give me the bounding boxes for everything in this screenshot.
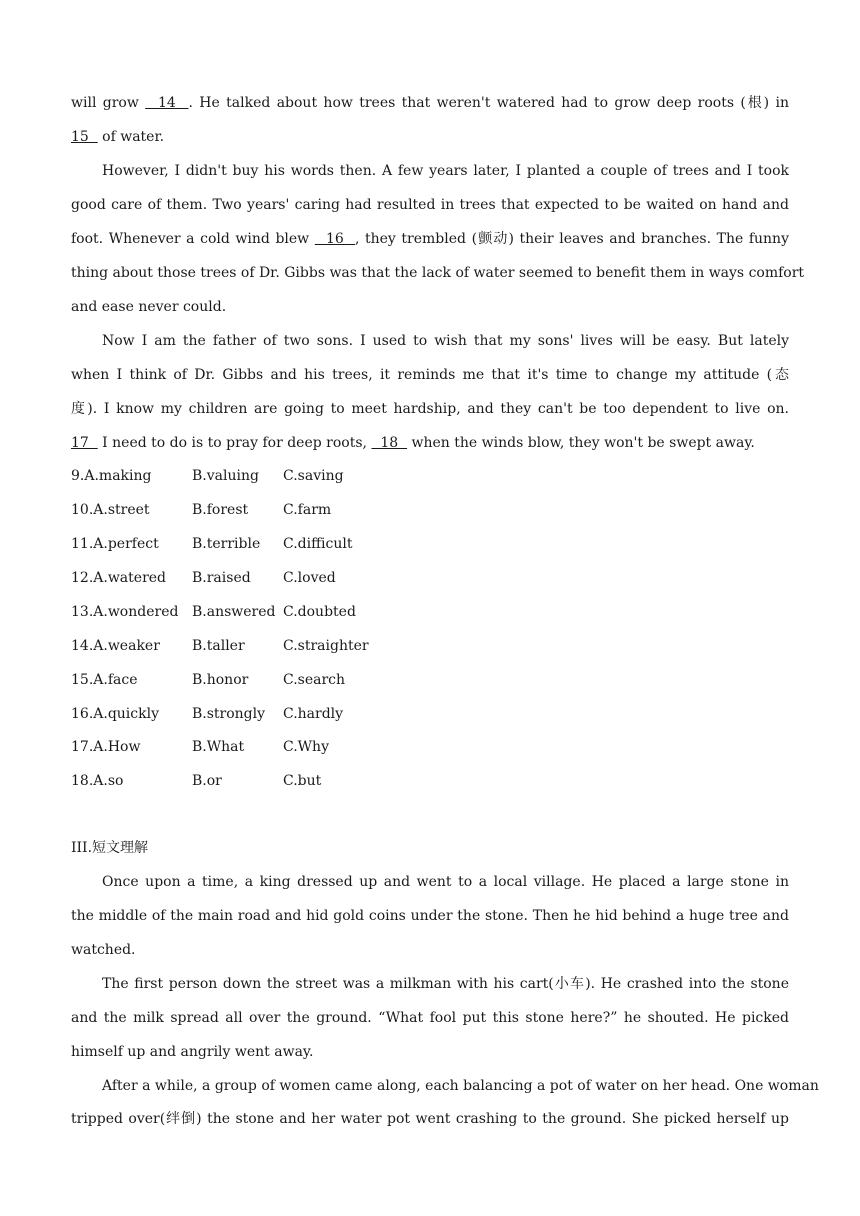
passage-line: Now I am the father of two sons. I used to wish that my sons' lives will be easy. But lately — [102, 333, 789, 349]
passage-line: will grow 14 . He talked about how trees that weren't watered had to grow deep roots (根) in — [71, 95, 789, 111]
passage-line: and the milk spread all over the ground. “What fool put this stone here?” he shouted. He picked — [71, 1010, 789, 1026]
option-b: B.strongly — [192, 706, 266, 722]
option-a: 12.A.watered — [71, 570, 167, 586]
option-b: B.terrible — [192, 536, 261, 552]
blank-14: 14 — [145, 95, 189, 111]
option-b: B.honor — [192, 672, 249, 688]
option-c: C.Why — [283, 739, 329, 755]
option-c: C.difficult — [283, 536, 353, 552]
option-a: 17.A.How — [71, 739, 141, 755]
passage-line: watched. — [71, 942, 136, 958]
option-b: B.taller — [192, 638, 245, 654]
option-b: B.What — [192, 739, 245, 755]
passage-line: tripped over(绊倒) the stone and her water pot went crashing to the ground. She picked herself up — [71, 1111, 789, 1127]
blank-16: 16 — [314, 231, 355, 247]
option-a: 13.A.wondered — [71, 604, 179, 620]
passage-line: However, I didn't buy his words then. A few years later, I planted a couple of trees and I took — [102, 163, 789, 179]
option-c: C.saving — [283, 468, 344, 484]
option-b: B.raised — [192, 570, 251, 586]
option-c: C.but — [283, 773, 322, 789]
passage-line: and ease never could. — [71, 299, 227, 315]
blank-15: 15 — [71, 129, 98, 145]
option-b: B.forest — [192, 502, 249, 518]
option-c: C.loved — [283, 570, 336, 586]
passage-line: Once upon a time, a king dressed up and went to a local village. He placed a large stone in — [102, 874, 789, 890]
option-c: C.search — [283, 672, 346, 688]
option-a: 16.A.quickly — [71, 706, 159, 722]
option-b: B.valuing — [192, 468, 259, 484]
option-b: B.or — [192, 773, 222, 789]
option-a: 15.A.face — [71, 672, 138, 688]
option-a: 11.A.perfect — [71, 536, 159, 552]
passage-line: good care of them. Two years' caring had resulted in trees that expected to be waited on hand and — [71, 197, 789, 213]
option-c: C.hardly — [283, 706, 344, 722]
passage-line: himself up and angrily went away. — [71, 1044, 314, 1060]
blank-17: 17 — [71, 435, 98, 451]
passage-line: when I think of Dr. Gibbs and his trees, it reminds me that it's time to change my attitude (态 — [71, 367, 789, 383]
passage-line: 度). I know my children are going to meet hardship, and they can't be too dependent to live on. — [71, 401, 789, 417]
passage-line: 15 of water. — [71, 129, 165, 145]
option-c: C.farm — [283, 502, 332, 518]
passage-line: the middle of the main road and hid gold coins under the stone. Then he hid behind a huge tree and — [71, 908, 789, 924]
option-a: 18.A.so — [71, 773, 124, 789]
blank-18: 18 — [371, 435, 408, 451]
option-c: C.doubted — [283, 604, 356, 620]
passage-line: thing about those trees of Dr. Gibbs was that the lack of water seemed to benefit them in ways comfort — [71, 265, 805, 281]
passage-line: foot. Whenever a cold wind blew 16 , they trembled (颤动) their leaves and branches. The funny — [71, 231, 789, 247]
option-a: 10.A.street — [71, 502, 150, 518]
option-b: B.answered — [192, 604, 276, 620]
passage-line: The first person down the street was a milkman with his cart(小车). He crashed into the stone — [102, 976, 789, 992]
passage-line: 17 I need to do is to pray for deep roots, 18 when the winds blow, they won't be swept away. — [71, 435, 755, 451]
option-a: 9.A.making — [71, 468, 152, 484]
passage-line: After a while, a group of women came along, each balancing a pot of water on her head. One woman — [102, 1078, 819, 1094]
option-c: C.straighter — [283, 638, 369, 654]
section-heading: III.短文理解 — [71, 840, 149, 856]
option-a: 14.A.weaker — [71, 638, 160, 654]
